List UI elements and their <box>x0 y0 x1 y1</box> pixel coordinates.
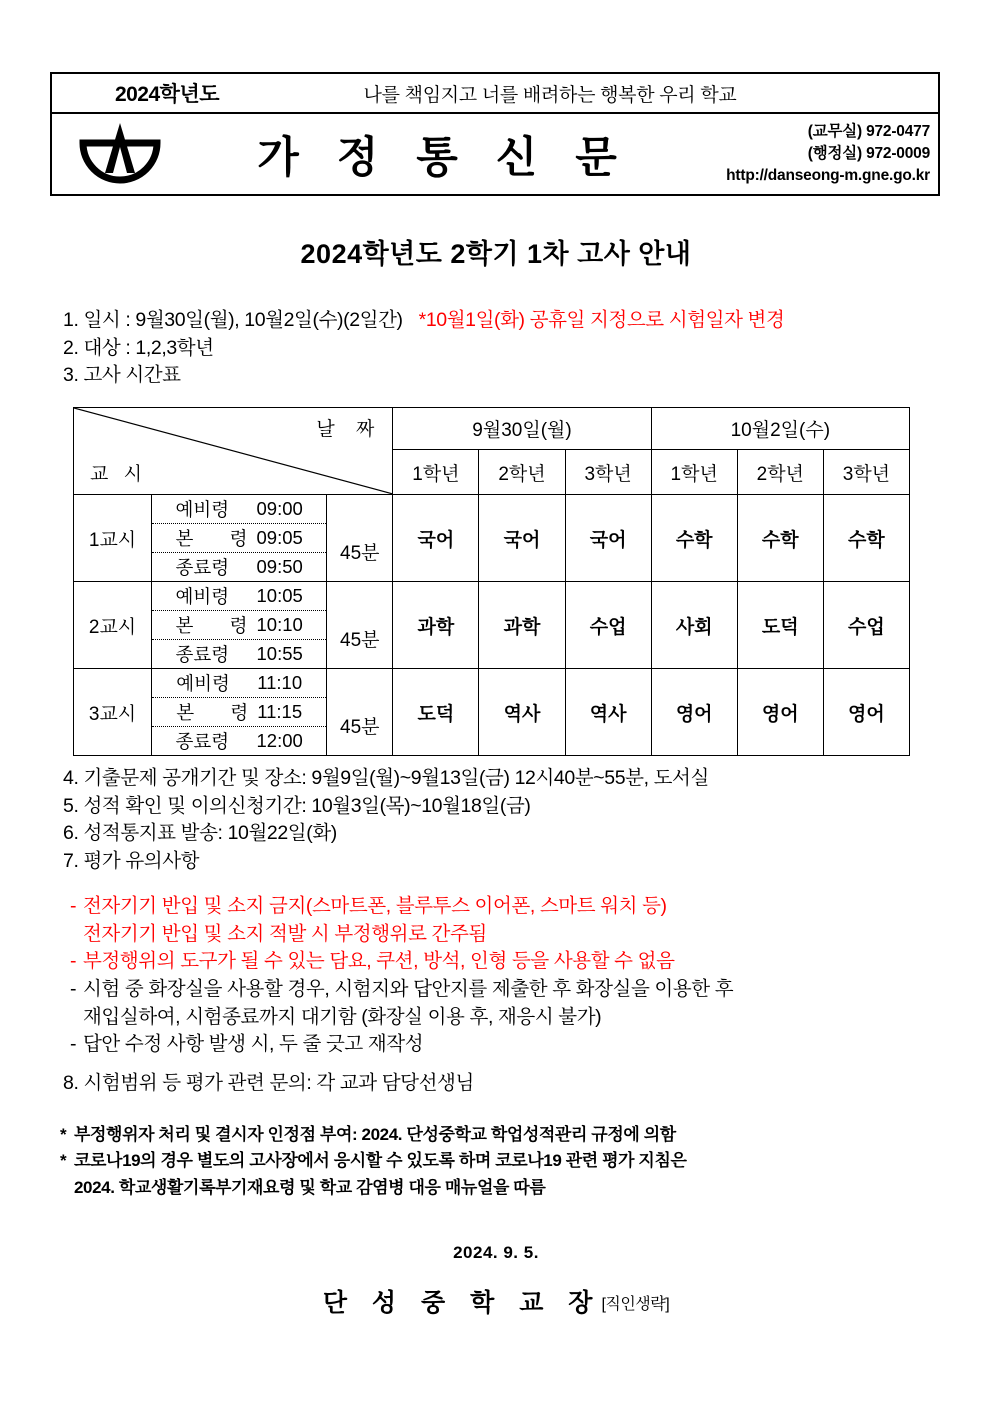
detail-items <box>63 765 943 876</box>
subject-cell: 역사 <box>565 669 651 756</box>
period-label-1: 1교시 <box>74 495 152 582</box>
notice-text: 부정행위의 도구가 될 수 있는 담요, 쿠션, 방석, 인형 등을 사용할 수 없음 <box>83 950 675 973</box>
closing-items <box>63 1070 943 1098</box>
bell-time: 11:15 <box>257 701 303 722</box>
subject-cell: 수업 <box>823 582 909 669</box>
seal-omitted-note: [직인생략] <box>601 1296 670 1313</box>
contact-website: http://danseong-m.gne.go.kr <box>726 167 930 184</box>
bell-name: 예비령 <box>175 499 230 520</box>
school-year-label: 2024학년도 <box>114 83 220 106</box>
notice-text: 답안 수정 사항 발생 시, 두 줄 긋고 재작성 <box>83 1033 424 1056</box>
bell-name: 종료령 <box>175 731 230 752</box>
subject-cell: 수학 <box>823 495 909 582</box>
grade-header-d2-g1: 1학년 <box>651 450 737 495</box>
notice-item <box>63 1004 943 1032</box>
notice-text: 전자기기 반입 및 소지 적발 시 부정행위로 간주됨 <box>83 922 487 945</box>
footnote-marker: * <box>60 1151 67 1171</box>
bell-times-3 <box>152 669 327 756</box>
notice-item <box>63 948 943 976</box>
bell-row <box>152 639 326 668</box>
bell-time: 10:05 <box>256 585 303 606</box>
notice-bullet: - <box>69 895 77 917</box>
day-header-1: 9월30일(월) <box>393 408 651 450</box>
list-item-1 <box>63 307 943 335</box>
contact-info <box>690 121 938 187</box>
notice-item <box>63 921 943 949</box>
notice-bullet: - <box>69 1033 77 1056</box>
bell-row <box>152 610 326 639</box>
bell-name: 종료령 <box>175 557 230 578</box>
grade-header-d1-g1: 1학년 <box>393 450 479 495</box>
subject-cell: 국어 <box>479 495 565 582</box>
bell-name: 본 령 <box>175 528 248 549</box>
bell-time: 12:00 <box>256 730 303 751</box>
bell-name: 예비령 <box>176 673 230 694</box>
bell-row <box>152 495 326 523</box>
masthead-bottom-row <box>52 114 938 194</box>
footnote-item <box>60 1148 950 1174</box>
subject-cell: 과학 <box>393 582 479 669</box>
grade-header-d2-g3: 3학년 <box>823 450 909 495</box>
list-item-8: 8. 시험범위 등 평가 관련 문의: 각 교과 담당선생님 <box>63 1072 474 1094</box>
bell-time: 09:50 <box>256 556 303 577</box>
notice-bullet: - <box>69 950 77 973</box>
bell-name: 본 령 <box>175 615 248 636</box>
notice-list <box>63 893 943 1059</box>
bell-time: 10:10 <box>256 614 303 635</box>
subject-cell: 역사 <box>479 669 565 756</box>
subject-cell: 영어 <box>823 669 909 756</box>
footnote-item <box>60 1175 950 1201</box>
notice-bullet: - <box>69 978 77 1001</box>
school-emblem-icon <box>52 121 187 187</box>
list-item-4: 4. 기출문제 공개기간 및 장소: 9월9일(월)~9월13일(금) 12시40분~55분, 도서실 <box>63 767 709 789</box>
grade-header-d1-g3: 3학년 <box>565 450 651 495</box>
list-item-5: 5. 성적 확인 및 이의신청기간: 10월3일(목)~10월18일(금) <box>63 794 531 817</box>
subject-cell: 도덕 <box>393 669 479 756</box>
exam-timetable <box>73 407 910 756</box>
footnote-text: 코로나19의 경우 별도의 고사장에서 응시할 수 있도록 하며 코로나19 관련 평가 지침은 <box>74 1151 687 1171</box>
list-item-2: 2. 대상 : 1,2,3학년 <box>63 336 214 359</box>
list-item-6: 6. 성적통지표 발송: 10월22일(화) <box>63 822 337 845</box>
subject-cell: 국어 <box>565 495 651 582</box>
notice-item <box>63 893 943 921</box>
bell-name: 예비령 <box>175 586 230 607</box>
bell-name: 종료령 <box>175 644 230 665</box>
list-item-3: 3. 고사 시간표 <box>63 364 181 387</box>
subject-cell: 영어 <box>737 669 823 756</box>
table-header-row-1 <box>74 408 910 450</box>
contact-admin-office: (행정실) 972-0009 <box>807 145 930 162</box>
item1-red-note: *10월1일(화) 공휴일 지정으로 시험일자 변경 <box>418 309 785 331</box>
contact-teachers-office: (교무실) 972-0477 <box>807 123 930 140</box>
duration-2: 45분 <box>327 582 393 669</box>
bell-times-2 <box>152 582 327 669</box>
bell-time: 09:00 <box>256 498 303 519</box>
duration-3: 45분 <box>327 669 393 756</box>
period-label-3: 3교시 <box>74 669 152 756</box>
subject-cell: 도덕 <box>737 582 823 669</box>
bell-times-1 <box>152 495 327 582</box>
newsletter-title: 가 정 통 신 문 <box>257 133 630 182</box>
footnote-text: 부정행위자 처리 및 결시자 인정점 부여: 2024. 단성중학교 학업성적관리 규정에 의함 <box>74 1125 676 1144</box>
bell-time: 09:05 <box>256 527 303 548</box>
intro-items <box>63 307 943 390</box>
footnote-item <box>60 1122 950 1148</box>
footnote-marker: * <box>60 1125 67 1144</box>
school-principal-name: 단 성 중 학 교 장 <box>322 1289 602 1317</box>
signoff-date: 2024. 9. 5. <box>453 1243 539 1262</box>
bell-row <box>152 726 326 755</box>
bell-row <box>152 552 326 581</box>
grade-header-d1-g2: 2학년 <box>479 450 565 495</box>
footnote-text: 2024. 학교생활기록부기재요령 및 학교 감염병 대응 매뉴얼을 따름 <box>74 1177 546 1197</box>
page-title: 2024학년도 2학기 1차 고사 안내 <box>300 239 692 269</box>
list-item-7: 7. 평가 유의사항 <box>63 850 200 873</box>
table-row <box>74 669 910 756</box>
subject-cell: 국어 <box>393 495 479 582</box>
footnote-list <box>60 1122 950 1201</box>
masthead-box <box>50 72 940 196</box>
corner-period-label: 교 시 <box>90 464 147 485</box>
table-corner-cell <box>74 408 393 495</box>
bell-row <box>152 582 326 610</box>
period-label-2: 2교시 <box>74 582 152 669</box>
grade-header-d2-g2: 2학년 <box>737 450 823 495</box>
signoff-authority <box>0 1283 992 1319</box>
table-row <box>74 495 910 582</box>
notice-text: 시험 중 화장실을 사용할 경우, 시험지와 답안지를 제출한 후 화장실을 이용한 후 <box>83 978 734 1001</box>
subject-cell: 수학 <box>737 495 823 582</box>
bell-time: 11:10 <box>257 672 303 693</box>
item1-text: 1. 일시 : 9월30일(월), 10월2일(수)(2일간) <box>63 309 403 331</box>
bell-name: 본 령 <box>176 702 249 723</box>
notice-text: 재입실하여, 시험종료까지 대기함 (화장실 이용 후, 재응시 불가) <box>83 1005 602 1028</box>
corner-date-label: 날 짜 <box>316 419 383 440</box>
subject-cell: 과학 <box>479 582 565 669</box>
school-slogan: 나를 책임지고 너를 배려하는 행복한 우리 학교 <box>363 84 737 106</box>
subject-cell: 수업 <box>565 582 651 669</box>
bell-time: 10:55 <box>256 643 303 664</box>
table-row <box>74 582 910 669</box>
notice-text: 전자기기 반입 및 소지 금지(스마트폰, 블루투스 이어폰, 스마트 워치 등) <box>83 895 667 917</box>
notice-item <box>63 1031 943 1059</box>
subject-cell: 영어 <box>651 669 737 756</box>
bell-row <box>152 697 326 726</box>
day-header-2: 10월2일(수) <box>651 408 909 450</box>
notice-item <box>63 976 943 1004</box>
bell-row <box>152 523 326 552</box>
subject-cell: 수학 <box>651 495 737 582</box>
subject-cell: 사회 <box>651 582 737 669</box>
bell-row <box>152 669 326 697</box>
masthead-top-row <box>52 74 938 114</box>
duration-1: 45분 <box>327 495 393 582</box>
